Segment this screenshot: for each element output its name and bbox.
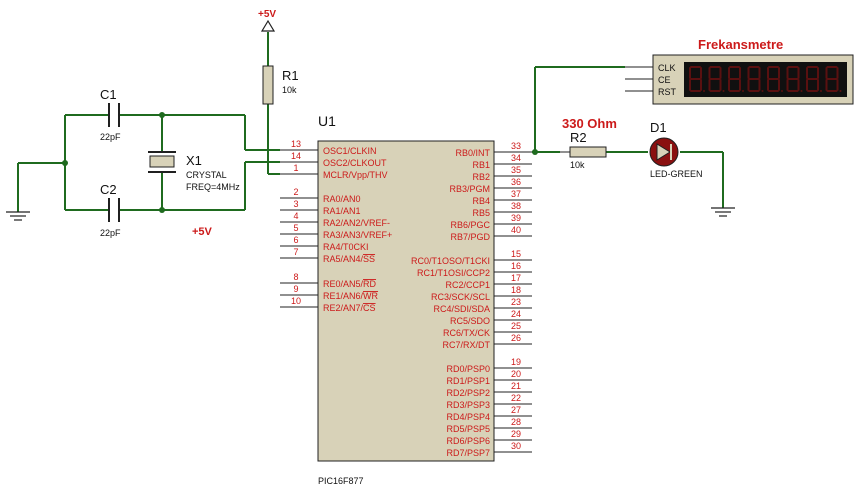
resistor-r2 [560,116,617,170]
resistor-r1 [263,66,299,104]
u1-pin-name: RC2/CCP1 [445,280,490,290]
u1-pin-name: RC1/T1OSI/CCP2 [416,268,490,278]
power-label-top: +5V [258,9,277,20]
freq-display-window [684,62,847,97]
u1-pin-name: RB5 [472,208,490,218]
freq-meter-pin-ce [625,75,671,85]
u1-pin-name: RE0/AN5/RD [323,279,377,289]
freq-meter-pin-label: CE [658,75,671,85]
u1-pin-name: OSC1/CLKIN [323,146,377,156]
u1-pin-number: 21 [510,381,522,391]
u1-pin-name: RD4/PSP4 [446,412,490,422]
u1-pin-number: 4 [293,211,299,221]
u1-pin-number: 33 [510,141,522,151]
c1-ref: C1 [100,87,117,102]
freq-meter-pin-rst [625,87,677,97]
u1-ref: U1 [318,113,336,129]
u1-pin-number: 23 [510,297,522,307]
x1-type: CRYSTAL [186,170,227,180]
d1-type: LED-GREEN [650,169,703,179]
u1-pin-name: RA0/AN0 [323,194,361,204]
u1-pin-name: RC6/TX/CK [442,328,490,338]
u1-pin-name: RB6/PGC [450,220,490,230]
u1-pin-number: 15 [510,249,522,259]
u1-pin-name: RD5/PSP5 [446,424,490,434]
u1-pin-name: RE2/AN7/CS [323,303,376,313]
u1-pin-number: 22 [510,393,522,403]
freq-meter-pin-label: RST [658,87,676,97]
u1-pin-name: RA2/AN2/VREF- [323,218,391,228]
u1-pin-name: RC3/SCK/SCL [430,292,490,302]
u1-pin-name: RD1/PSP1 [446,376,490,386]
frequency-meter [625,37,853,104]
power-label-side: +5V [192,226,212,238]
ground-symbol-left [6,212,30,220]
u1-pin-name: MCLR/Vpp/THV [323,170,388,180]
u1-pin-name: RA4/T0CKI [323,242,369,252]
u1-pin-number: 34 [510,153,522,163]
u1-pin-name: RC4/SDI/SDA [433,304,490,314]
freq-meter-pin-label: CLK [658,63,676,73]
u1-pin-number: 25 [510,321,522,331]
c1-value: 22pF [100,132,121,142]
u1-pin-name: RD7/PSP7 [446,448,490,458]
u1-pin-number: 35 [510,165,522,175]
u1-pin-number: 17 [510,273,522,283]
u1-pin-number: 19 [510,357,522,367]
u1-pin-number: 24 [510,309,522,319]
u1-pin-number: 13 [290,139,302,149]
r2-note: 330 Ohm [562,116,617,131]
u1-pin-name: RD3/PSP3 [446,400,490,410]
r2-ref: R2 [570,130,587,145]
u1-pin-number: 20 [510,369,522,379]
u1-pin-name: RB0/INT [455,148,490,158]
u1-pin-name: RA1/AN1 [323,206,361,216]
u1-pin-name: RC7/RX/DT [442,340,490,350]
power-terminal-5v [258,9,276,31]
u1-pin-number: 14 [290,151,302,161]
u1-pin-name: RD0/PSP0 [446,364,490,374]
u1-pin-number: 9 [293,284,299,294]
u1-pin-name: RC5/SDO [449,316,490,326]
u1-pin-number: 36 [510,177,522,187]
u1-pin-number: 26 [510,333,522,343]
u1-pin-number: 39 [510,213,522,223]
u1-pin-name: RA5/AN4/SS [323,254,376,264]
c2-value: 22pF [100,228,121,238]
u1-pin-number: 29 [510,429,522,439]
freq-meter-title: Frekansmetre [698,37,784,52]
u1-pin-name: RB4 [472,196,490,206]
r1-ref: R1 [282,68,299,83]
u1-pin-name: OSC2/CLKOUT [323,158,387,168]
u1-pin-number: 5 [293,223,299,233]
u1-pin-number: 7 [293,247,299,257]
u1-pin-name: RB2 [472,172,490,182]
u1-pin-number: 40 [510,225,522,235]
u1-pin-number: 16 [510,261,522,271]
u1-pin-number: 37 [510,189,522,199]
c2-ref: C2 [100,182,117,197]
d1-ref: D1 [650,120,667,135]
freq-meter-pin-clk [625,63,676,73]
u1-pin-name: RD6/PSP6 [446,436,490,446]
u1-pin-name: RB7/PGD [450,232,490,242]
ground-symbol-right [711,208,735,216]
u1-pin-number: 27 [510,405,522,415]
u1-pin-number: 38 [510,201,522,211]
u1-pin-number: 1 [293,163,299,173]
u1-pin-name: RA3/AN3/VREF+ [323,230,393,240]
freq-meter-pins [625,63,677,97]
r2-value: 10k [570,160,585,170]
u1-pin-number: 10 [290,296,302,306]
u1-pin-number: 30 [510,441,522,451]
u1-left-pins [280,139,392,313]
u1-pin-name: RB1 [472,160,490,170]
u1-pin-name: RC0/T1OSO/T1CKI [410,256,490,266]
u1-pin-number: 8 [293,272,299,282]
r1-value: 10k [282,85,297,95]
u1-pin-number: 18 [510,285,522,295]
u1-pin-number: 2 [293,187,299,197]
u1-pin-number: 3 [293,199,299,209]
led-d1 [650,120,703,179]
u1-pin-number: 6 [293,235,299,245]
x1-freq: FREQ=4MHz [186,182,240,192]
ic-u1 [280,113,532,486]
u1-pin-name: RB3/PGM [449,184,490,194]
x1-ref: X1 [186,153,202,168]
u1-pin-name: RE1/AN6/WR [323,291,379,301]
u1-pin-name: RD2/PSP2 [446,388,490,398]
u1-pin-number: 28 [510,417,522,427]
u1-part: PIC16F877 [318,476,364,486]
